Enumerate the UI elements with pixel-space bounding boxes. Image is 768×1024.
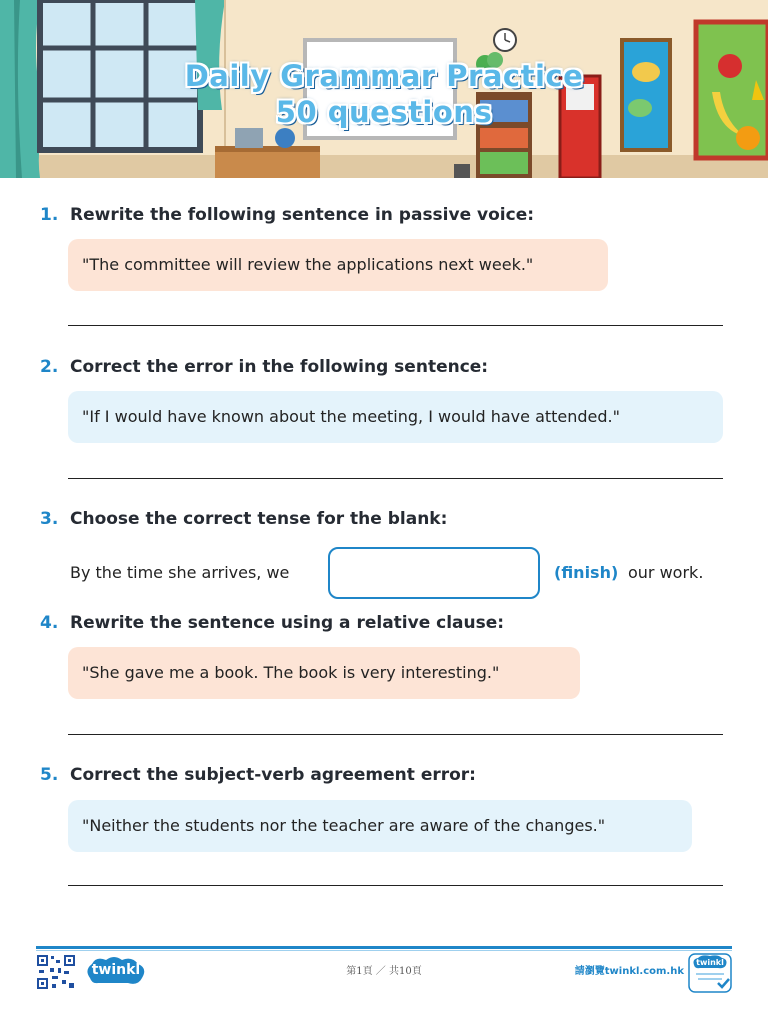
question-heading bbox=[40, 355, 730, 379]
quoted-sentence-box: "The committee will review the applications next week." bbox=[68, 239, 608, 291]
verb-hint: (finish) bbox=[554, 563, 619, 582]
question-number: 5. bbox=[40, 765, 59, 785]
answer-line[interactable] bbox=[68, 325, 723, 326]
quality-badge-label: twinkl bbox=[696, 958, 724, 967]
answer-line[interactable] bbox=[68, 885, 723, 886]
question-number: 3. bbox=[40, 509, 59, 529]
question-prompt: Rewrite the following sentence in passive voice: bbox=[70, 205, 535, 225]
title-line-2: 50 questions bbox=[275, 95, 493, 129]
header-banner bbox=[0, 0, 768, 178]
twinkl-logo-text: twinkl bbox=[91, 962, 141, 978]
title-line-1: Daily Grammar Practice bbox=[184, 59, 584, 93]
question-prompt: Correct the subject-verb agreement error: bbox=[70, 765, 476, 785]
question-number: 2. bbox=[40, 357, 59, 377]
quoted-sentence-box: "She gave me a book. The book is very interesting." bbox=[68, 647, 580, 699]
question-3 bbox=[40, 507, 730, 582]
question-number: 1. bbox=[40, 205, 59, 225]
question-1 bbox=[40, 203, 730, 274]
footer-divider-thin bbox=[36, 950, 732, 951]
page-number: 第1頁 ／ 共10頁 bbox=[346, 966, 422, 977]
question-number: 4. bbox=[40, 613, 59, 633]
quoted-sentence-box: "Neither the students nor the teacher are aware of the changes." bbox=[68, 800, 692, 852]
answer-line[interactable] bbox=[68, 478, 723, 479]
question-heading bbox=[40, 203, 730, 227]
worksheet-title bbox=[0, 58, 768, 130]
qr-code-icon[interactable] bbox=[36, 954, 76, 990]
quoted-sentence-box: "If I would have known about the meeting, I would have attended." bbox=[68, 391, 723, 443]
fill-in-sentence bbox=[70, 547, 730, 599]
sentence-before-blank: By the time she arrives, we bbox=[70, 563, 290, 582]
question-prompt: Correct the error in the following sentence: bbox=[70, 357, 489, 377]
website-link[interactable]: 請瀏覽twinkl.com.hk bbox=[574, 966, 684, 977]
question-heading bbox=[40, 507, 730, 531]
question-heading bbox=[40, 611, 730, 635]
question-2 bbox=[40, 355, 730, 426]
sentence-after-blank: our work. bbox=[628, 563, 704, 582]
question-5 bbox=[40, 763, 730, 835]
question-4 bbox=[40, 611, 730, 682]
question-prompt: Choose the correct tense for the blank: bbox=[70, 509, 448, 529]
question-prompt: Rewrite the sentence using a relative clause: bbox=[70, 613, 505, 633]
answer-blank-box[interactable] bbox=[328, 547, 540, 599]
footer-divider bbox=[36, 946, 732, 949]
question-heading bbox=[40, 763, 730, 787]
answer-line[interactable] bbox=[68, 734, 723, 735]
